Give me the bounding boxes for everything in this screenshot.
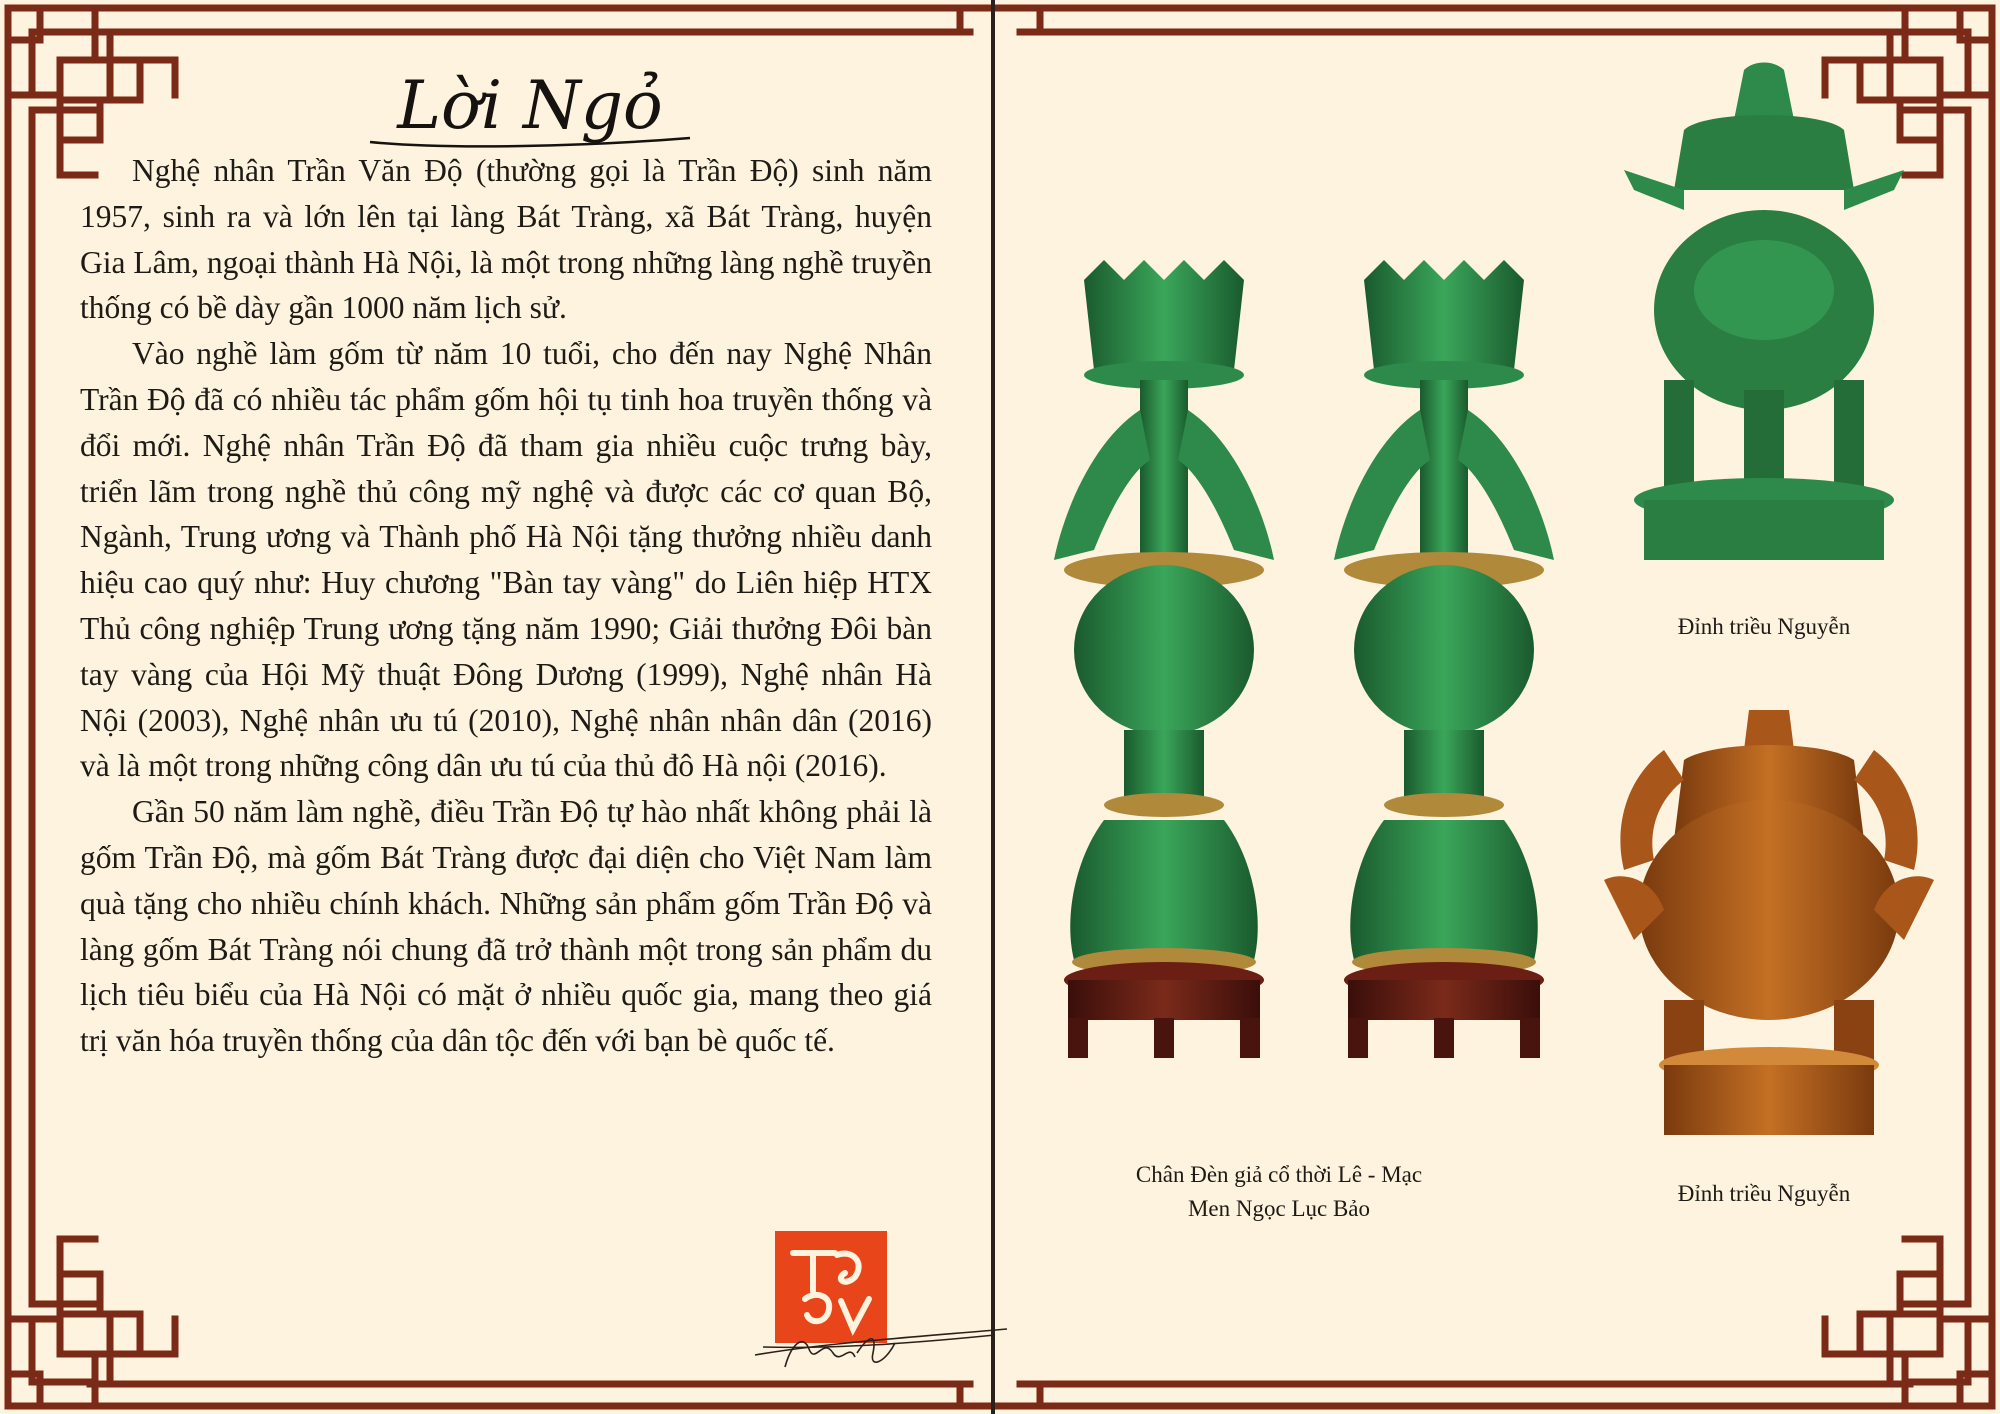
paragraph-1: Nghệ nhân Trần Văn Độ (thường gọi là Trần Độ) sinh năm 1957, sinh ra và lớn lên tại làng Bát Tràng, xã Bát Tràng, huyện Gia Lâm, ngoại thành Hà Nội, là một trong những làng nghề truyền thống có bề dày gần 1000 năm lịch sử. (80, 153, 932, 326)
intro-text (80, 148, 932, 1064)
seal-stamp-icon (745, 1225, 1010, 1375)
seal-square (775, 1231, 887, 1343)
caption-lamps-line2: Men Ngọc Lục Bảo (1187, 1196, 1371, 1221)
caption-green-censer: Đỉnh triều Nguyễn (1677, 614, 1851, 639)
page-title-text: Lời Ngỏ (397, 67, 663, 144)
caption-lamps-line1: Chân Đèn giả cổ thời Lê - Mạc (1135, 1162, 1423, 1187)
caption-lamps (1054, 1158, 1504, 1226)
left-page (0, 0, 992, 1414)
right-page (994, 0, 2000, 1414)
green-censer-image (1624, 60, 1904, 580)
paragraph-2: Vào nghề làm gốm từ năm 10 tuổi, cho đến nay Nghệ Nhân Trần Độ đã có nhiều tác phẩm gốm hội tụ tinh hoa truyền thống và đổi mới. Nghệ nhân Trần Độ đã tham gia nhiều cuộc trưng bày, triển lãm trong nghề thủ công mỹ nghệ và được các cơ quan Bộ, Ngành, Trung ương và Thành phố Hà Nội tặng thưởng nhiều danh hiệu cao quý như: Huy chương "Bàn tay vàng" do Liên hiệp HTX Thủ công nghiệp Trung ương tặng năm 1990; Giải thưởng Đôi bàn tay vàng của Hội Mỹ thuật Đông Dương (1999), Nghệ nhân Hà Nội (2003), Nghệ nhân ưu tú (2010), Nghệ nhân nhân dân (2016) và là một trong những công dân ưu tú của thủ đô Hà nội (2016). (80, 336, 932, 784)
celadon-lamp-pair-image (1034, 260, 1614, 1060)
caption-amber-censer: Đỉnh triều Nguyễn (1677, 1181, 1851, 1206)
paragraph-3: Gần 50 năm làm nghề, điều Trần Độ tự hào nhất không phải là gốm Trần Độ, mà gốm Bát Tràng được đại diện cho Việt Nam làm quà tặng cho nhiều chính khách. Những sản phẩm gốm Trần Độ và làng gốm Bát Tràng nói chung đã trở thành một trong sản phẩm du lịch tiêu biểu của Hà Nội có mặt ở nhiều quốc gia, mang theo giá trị văn hóa truyền thống của dân tộc đến với bạn bè quốc tế. (80, 794, 932, 1059)
amber-censer-image (1604, 710, 1934, 1150)
page-title (330, 50, 730, 160)
